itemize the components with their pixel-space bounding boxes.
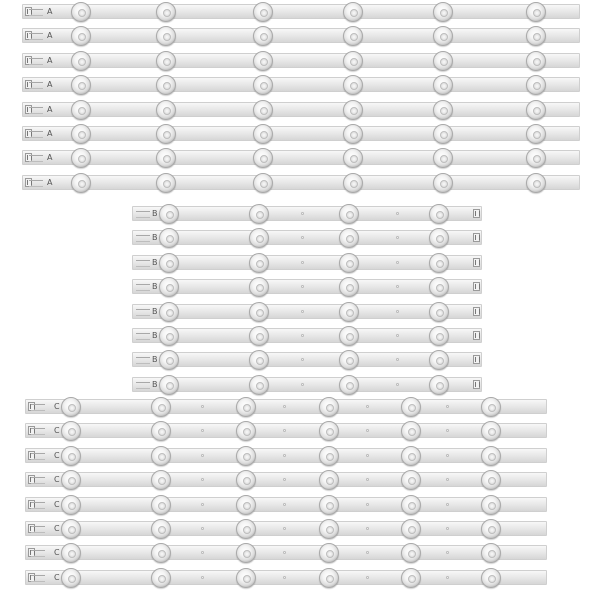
led-lens — [343, 173, 363, 193]
led-lens — [61, 568, 81, 588]
led-lens — [433, 51, 453, 71]
mounting-hole — [283, 429, 286, 432]
led-lens — [253, 51, 273, 71]
led-lens — [429, 326, 449, 346]
strip-type-letter: C — [54, 426, 60, 435]
led-strip — [25, 545, 547, 560]
led-lens — [481, 470, 501, 490]
led-lens — [236, 446, 256, 466]
strip-type-letter: A — [47, 80, 53, 89]
strip-type-letter: A — [47, 153, 53, 162]
strip-type-letter: A — [47, 7, 53, 16]
led-lens — [159, 228, 179, 248]
led-lens — [61, 543, 81, 563]
strip-type-letter: B — [152, 355, 158, 364]
mounting-hole — [301, 310, 304, 313]
led-lens — [61, 495, 81, 515]
mounting-hole — [283, 551, 286, 554]
led-lens — [253, 2, 273, 22]
strip-print-marks — [136, 357, 150, 364]
strip-type-letter: A — [47, 31, 53, 40]
led-lens — [249, 277, 269, 297]
led-lens — [159, 277, 179, 297]
led-lens — [156, 100, 176, 120]
led-lens — [71, 124, 91, 144]
led-lens — [71, 100, 91, 120]
led-lens — [249, 350, 269, 370]
led-lens — [319, 446, 339, 466]
led-strip — [22, 175, 580, 190]
led-lens — [481, 568, 501, 588]
strip-print-marks — [31, 477, 45, 484]
led-strip — [132, 279, 482, 294]
strip-connector — [473, 282, 480, 291]
led-lens — [401, 421, 421, 441]
led-lens — [339, 253, 359, 273]
led-lens — [401, 568, 421, 588]
strip-type-letter: C — [54, 475, 60, 484]
led-lens — [339, 228, 359, 248]
led-lens — [319, 470, 339, 490]
led-strip — [22, 28, 580, 43]
strip-type-letter: A — [47, 129, 53, 138]
led-strip — [132, 328, 482, 343]
led-lens — [61, 421, 81, 441]
led-lens — [481, 446, 501, 466]
strip-type-letter: C — [54, 402, 60, 411]
led-lens — [319, 495, 339, 515]
led-lens — [343, 2, 363, 22]
led-strip — [132, 304, 482, 319]
mounting-hole — [366, 478, 369, 481]
led-lens — [526, 173, 546, 193]
led-lens — [151, 568, 171, 588]
led-lens — [156, 173, 176, 193]
led-lens — [526, 2, 546, 22]
mounting-hole — [446, 527, 449, 530]
led-lens — [343, 148, 363, 168]
led-lens — [249, 204, 269, 224]
led-lens — [156, 26, 176, 46]
mounting-hole — [301, 358, 304, 361]
led-lens — [249, 253, 269, 273]
led-lens — [159, 350, 179, 370]
led-strip — [132, 255, 482, 270]
led-lens — [151, 446, 171, 466]
strip-print-marks — [29, 9, 43, 16]
led-lens — [401, 495, 421, 515]
strip-connector — [473, 258, 480, 267]
led-lens — [429, 204, 449, 224]
led-lens — [481, 543, 501, 563]
led-strip — [22, 150, 580, 165]
led-strip — [22, 4, 580, 19]
led-lens — [429, 253, 449, 273]
led-lens — [159, 253, 179, 273]
led-lens — [253, 26, 273, 46]
led-lens — [236, 470, 256, 490]
mounting-hole — [396, 310, 399, 313]
strip-type-letter: C — [54, 548, 60, 557]
strip-type-letter: B — [152, 307, 158, 316]
led-lens — [253, 100, 273, 120]
mounting-hole — [446, 551, 449, 554]
led-lens — [253, 75, 273, 95]
mounting-hole — [446, 405, 449, 408]
led-strip — [132, 352, 482, 367]
led-lens — [429, 228, 449, 248]
mounting-hole — [201, 405, 204, 408]
mounting-hole — [366, 429, 369, 432]
led-strip — [22, 77, 580, 92]
led-lens — [481, 495, 501, 515]
led-lens — [156, 124, 176, 144]
led-strip — [25, 472, 547, 487]
mounting-hole — [446, 478, 449, 481]
strip-type-letter: C — [54, 524, 60, 533]
led-lens — [343, 26, 363, 46]
strip-type-letter: C — [54, 500, 60, 509]
led-lens — [526, 124, 546, 144]
led-lens — [249, 375, 269, 395]
led-lens — [526, 100, 546, 120]
led-lens — [71, 173, 91, 193]
led-lens — [429, 375, 449, 395]
led-lens — [481, 421, 501, 441]
led-lens — [159, 326, 179, 346]
strip-type-letter: A — [47, 178, 53, 187]
led-strip — [25, 521, 547, 536]
led-strip — [132, 206, 482, 221]
led-lens — [343, 51, 363, 71]
led-lens — [253, 173, 273, 193]
mounting-hole — [301, 285, 304, 288]
led-lens — [156, 2, 176, 22]
led-lens — [151, 495, 171, 515]
led-lens — [61, 446, 81, 466]
strip-print-marks — [29, 82, 43, 89]
mounting-hole — [201, 454, 204, 457]
strip-print-marks — [136, 284, 150, 291]
mounting-hole — [283, 405, 286, 408]
mounting-hole — [201, 527, 204, 530]
led-lens — [481, 397, 501, 417]
strip-print-marks — [136, 333, 150, 340]
led-lens — [151, 519, 171, 539]
strip-type-letter: C — [54, 573, 60, 582]
strip-print-marks — [29, 131, 43, 138]
mounting-hole — [301, 236, 304, 239]
mounting-hole — [201, 551, 204, 554]
led-lens — [526, 51, 546, 71]
led-lens — [319, 519, 339, 539]
led-strip — [25, 423, 547, 438]
strip-connector — [473, 355, 480, 364]
led-lens — [526, 75, 546, 95]
led-lens — [339, 326, 359, 346]
led-lens — [401, 470, 421, 490]
led-lens — [481, 519, 501, 539]
led-lens — [236, 519, 256, 539]
led-lens — [236, 397, 256, 417]
mounting-hole — [283, 527, 286, 530]
strip-print-marks — [136, 382, 150, 389]
strip-connector — [473, 331, 480, 340]
led-lens — [433, 75, 453, 95]
led-lens — [71, 2, 91, 22]
led-lens — [401, 519, 421, 539]
strip-connector — [473, 380, 480, 389]
led-lens — [429, 277, 449, 297]
mounting-hole — [283, 454, 286, 457]
led-lens — [526, 26, 546, 46]
led-lens — [249, 326, 269, 346]
mounting-hole — [446, 454, 449, 457]
strip-print-marks — [31, 404, 45, 411]
strip-print-marks — [31, 526, 45, 533]
led-lens — [159, 204, 179, 224]
led-strip — [22, 126, 580, 141]
led-strip — [25, 497, 547, 512]
led-lens — [71, 26, 91, 46]
strip-print-marks — [31, 550, 45, 557]
led-lens — [433, 148, 453, 168]
strip-print-marks — [136, 260, 150, 267]
strip-print-marks — [29, 107, 43, 114]
led-lens — [319, 568, 339, 588]
strip-type-letter: B — [152, 233, 158, 242]
led-lens — [339, 375, 359, 395]
mounting-hole — [366, 454, 369, 457]
mounting-hole — [446, 429, 449, 432]
led-lens — [343, 75, 363, 95]
mounting-hole — [396, 261, 399, 264]
led-lens — [249, 228, 269, 248]
led-lens — [429, 350, 449, 370]
led-lens — [343, 124, 363, 144]
mounting-hole — [301, 261, 304, 264]
led-lens — [433, 124, 453, 144]
led-strip — [25, 399, 547, 414]
led-strip — [132, 377, 482, 392]
mounting-hole — [201, 478, 204, 481]
led-lens — [236, 543, 256, 563]
mounting-hole — [301, 383, 304, 386]
mounting-hole — [301, 212, 304, 215]
led-strip — [25, 448, 547, 463]
led-lens — [433, 173, 453, 193]
mounting-hole — [366, 551, 369, 554]
led-lens — [401, 446, 421, 466]
strip-type-letter: C — [54, 451, 60, 460]
mounting-hole — [366, 405, 369, 408]
led-lens — [319, 397, 339, 417]
mounting-hole — [446, 576, 449, 579]
mounting-hole — [283, 478, 286, 481]
mounting-hole — [396, 212, 399, 215]
mounting-hole — [366, 503, 369, 506]
mounting-hole — [283, 503, 286, 506]
led-lens — [236, 495, 256, 515]
mounting-hole — [396, 383, 399, 386]
mounting-hole — [201, 429, 204, 432]
strip-print-marks — [31, 575, 45, 582]
led-lens — [71, 75, 91, 95]
led-lens — [433, 26, 453, 46]
strip-print-marks — [136, 309, 150, 316]
led-lens — [236, 421, 256, 441]
led-lens — [339, 277, 359, 297]
strip-print-marks — [29, 155, 43, 162]
strip-print-marks — [136, 211, 150, 218]
strip-type-letter: A — [47, 105, 53, 114]
led-lens — [71, 51, 91, 71]
led-lens — [156, 51, 176, 71]
mounting-hole — [283, 576, 286, 579]
led-lens — [249, 302, 269, 322]
led-strip — [25, 570, 547, 585]
strip-connector — [473, 209, 480, 218]
led-lens — [339, 204, 359, 224]
strip-type-letter: B — [152, 258, 158, 267]
mounting-hole — [201, 503, 204, 506]
strip-type-letter: B — [152, 331, 158, 340]
led-lens — [339, 350, 359, 370]
led-lens — [253, 124, 273, 144]
mounting-hole — [301, 334, 304, 337]
strip-connector — [473, 233, 480, 242]
led-strip — [22, 53, 580, 68]
led-lens — [236, 568, 256, 588]
led-lens — [526, 148, 546, 168]
strip-type-letter: B — [152, 282, 158, 291]
strip-print-marks — [29, 180, 43, 187]
led-lens — [151, 470, 171, 490]
strip-print-marks — [31, 502, 45, 509]
mounting-hole — [396, 334, 399, 337]
strip-print-marks — [31, 453, 45, 460]
led-lens — [61, 519, 81, 539]
led-lens — [151, 421, 171, 441]
strip-connector — [473, 307, 480, 316]
strip-type-letter: B — [152, 209, 158, 218]
led-lens — [343, 100, 363, 120]
mounting-hole — [201, 576, 204, 579]
led-lens — [156, 75, 176, 95]
strip-type-letter: B — [152, 380, 158, 389]
mounting-hole — [446, 503, 449, 506]
led-lens — [319, 543, 339, 563]
mounting-hole — [366, 527, 369, 530]
strip-print-marks — [31, 428, 45, 435]
led-lens — [159, 375, 179, 395]
strip-print-marks — [29, 33, 43, 40]
led-lens — [339, 302, 359, 322]
mounting-hole — [396, 236, 399, 239]
led-lens — [433, 2, 453, 22]
led-lens — [253, 148, 273, 168]
mounting-hole — [396, 285, 399, 288]
led-lens — [151, 397, 171, 417]
led-lens — [319, 421, 339, 441]
led-lens — [61, 470, 81, 490]
led-strip — [132, 230, 482, 245]
mounting-hole — [366, 576, 369, 579]
mounting-hole — [396, 358, 399, 361]
led-lens — [151, 543, 171, 563]
strip-print-marks — [29, 58, 43, 65]
led-lens — [159, 302, 179, 322]
led-lens — [156, 148, 176, 168]
led-lens — [401, 543, 421, 563]
strip-print-marks — [136, 235, 150, 242]
led-lens — [429, 302, 449, 322]
led-strip — [22, 102, 580, 117]
led-lens — [433, 100, 453, 120]
strip-type-letter: A — [47, 56, 53, 65]
led-lens — [61, 397, 81, 417]
led-lens — [71, 148, 91, 168]
led-lens — [401, 397, 421, 417]
